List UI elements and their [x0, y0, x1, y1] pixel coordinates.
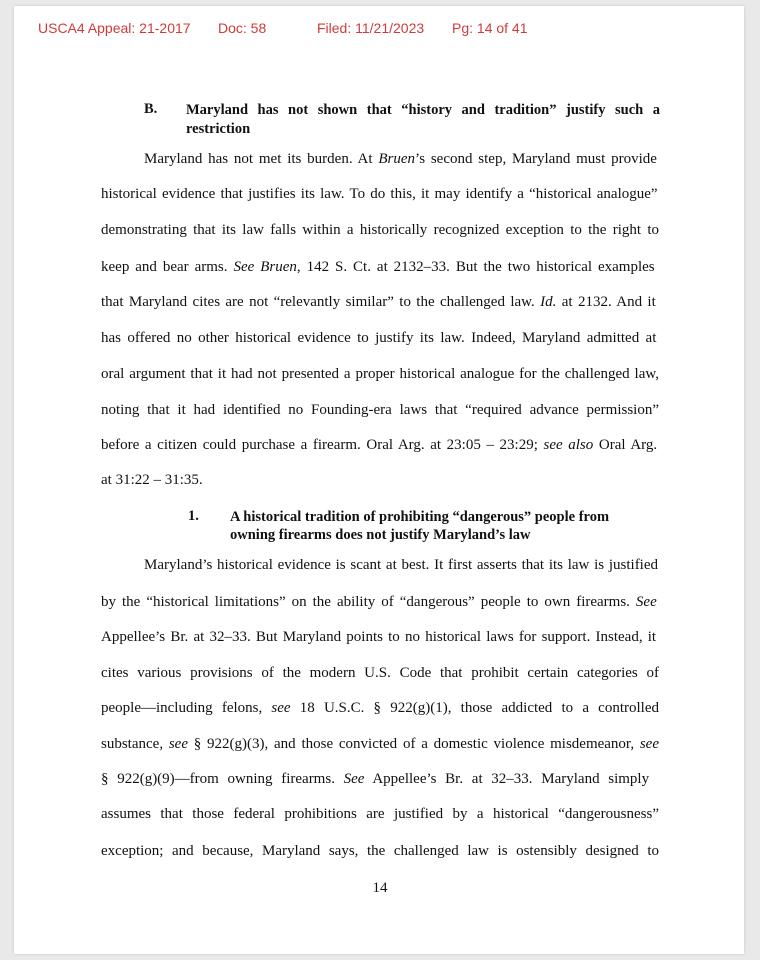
para1-line: demonstrating that its law falls within a historically recognized exception to the right to	[101, 222, 659, 238]
para1-line: that Maryland cites are not “relevantly similar” to the challenged law. Id. at 2132. And it	[101, 294, 656, 310]
subsection-label: 1.	[188, 508, 199, 524]
filed-date: Filed: 11/21/2023	[317, 20, 425, 36]
para1-line: oral argument that it had not presented a proper historical analogue for the challenged law,	[101, 366, 659, 382]
para2-line: assumes that those federal prohibitions are justified by a historical “dangerousness”	[101, 806, 659, 822]
doc-number: Doc: 58	[218, 20, 267, 36]
section-title: Maryland has not shown that “history and tradition” justify such a restriction	[186, 102, 660, 137]
para2-line: cites various provisions of the modern U.S. Code that prohibit certain categories of	[101, 665, 659, 681]
page-number: 14	[372, 880, 388, 896]
para2-line: exception; and because, Maryland says, the challenged law is ostensibly designed to	[101, 843, 659, 859]
para1-line: noting that it had identified no Founding-era laws that “required advance permission”	[101, 402, 659, 418]
para2-line: people—including felons, see 18 U.S.C. § 922(g)(1), those addicted to a controlled	[101, 700, 659, 716]
para1-line: historical evidence that justifies its law. To do this, it may identify a “historical analogue”	[101, 186, 658, 202]
para2-line: Appellee’s Br. at 32–33. But Maryland points to no historical laws for support. Instead, it	[101, 629, 657, 645]
para1-line: keep and bear arms. See Bruen, 142 S. Ct. at 2132–33. But the two historical examples	[101, 259, 655, 275]
para2-line: substance, see § 922(g)(3), and those convicted of a domestic violence misdemeanor, see	[101, 736, 659, 752]
page-indicator: Pg: 14 of 41	[452, 20, 528, 36]
para1-line: Maryland has not met its burden. At Bruen’s second step, Maryland must provide	[144, 151, 657, 167]
para2-line: § 922(g)(9)—from owning firearms. See Appellee’s Br. at 32–33. Maryland simply	[101, 771, 650, 787]
para1-line: at 31:22 – 31:35.	[101, 472, 203, 488]
para2-line: by the “historical limitations” on the ability of “dangerous” people to own firearms. See	[101, 594, 657, 610]
para2-line: Maryland’s historical evidence is scant at best. It first asserts that its law is justified	[144, 557, 659, 573]
para1-line: has offered no other historical evidence to justify its law. Indeed, Maryland admitted at	[101, 330, 657, 346]
section-label: B.	[144, 101, 158, 117]
case-number: USCA4 Appeal: 21-2017	[38, 20, 191, 36]
para1-line: before a citizen could purchase a firearm. Oral Arg. at 23:05 – 23:29; see also Oral Arg.	[101, 437, 658, 453]
subsection-title: A historical tradition of prohibiting “dangerous” people from owning firearms does not justify Maryland’s law	[230, 509, 610, 543]
